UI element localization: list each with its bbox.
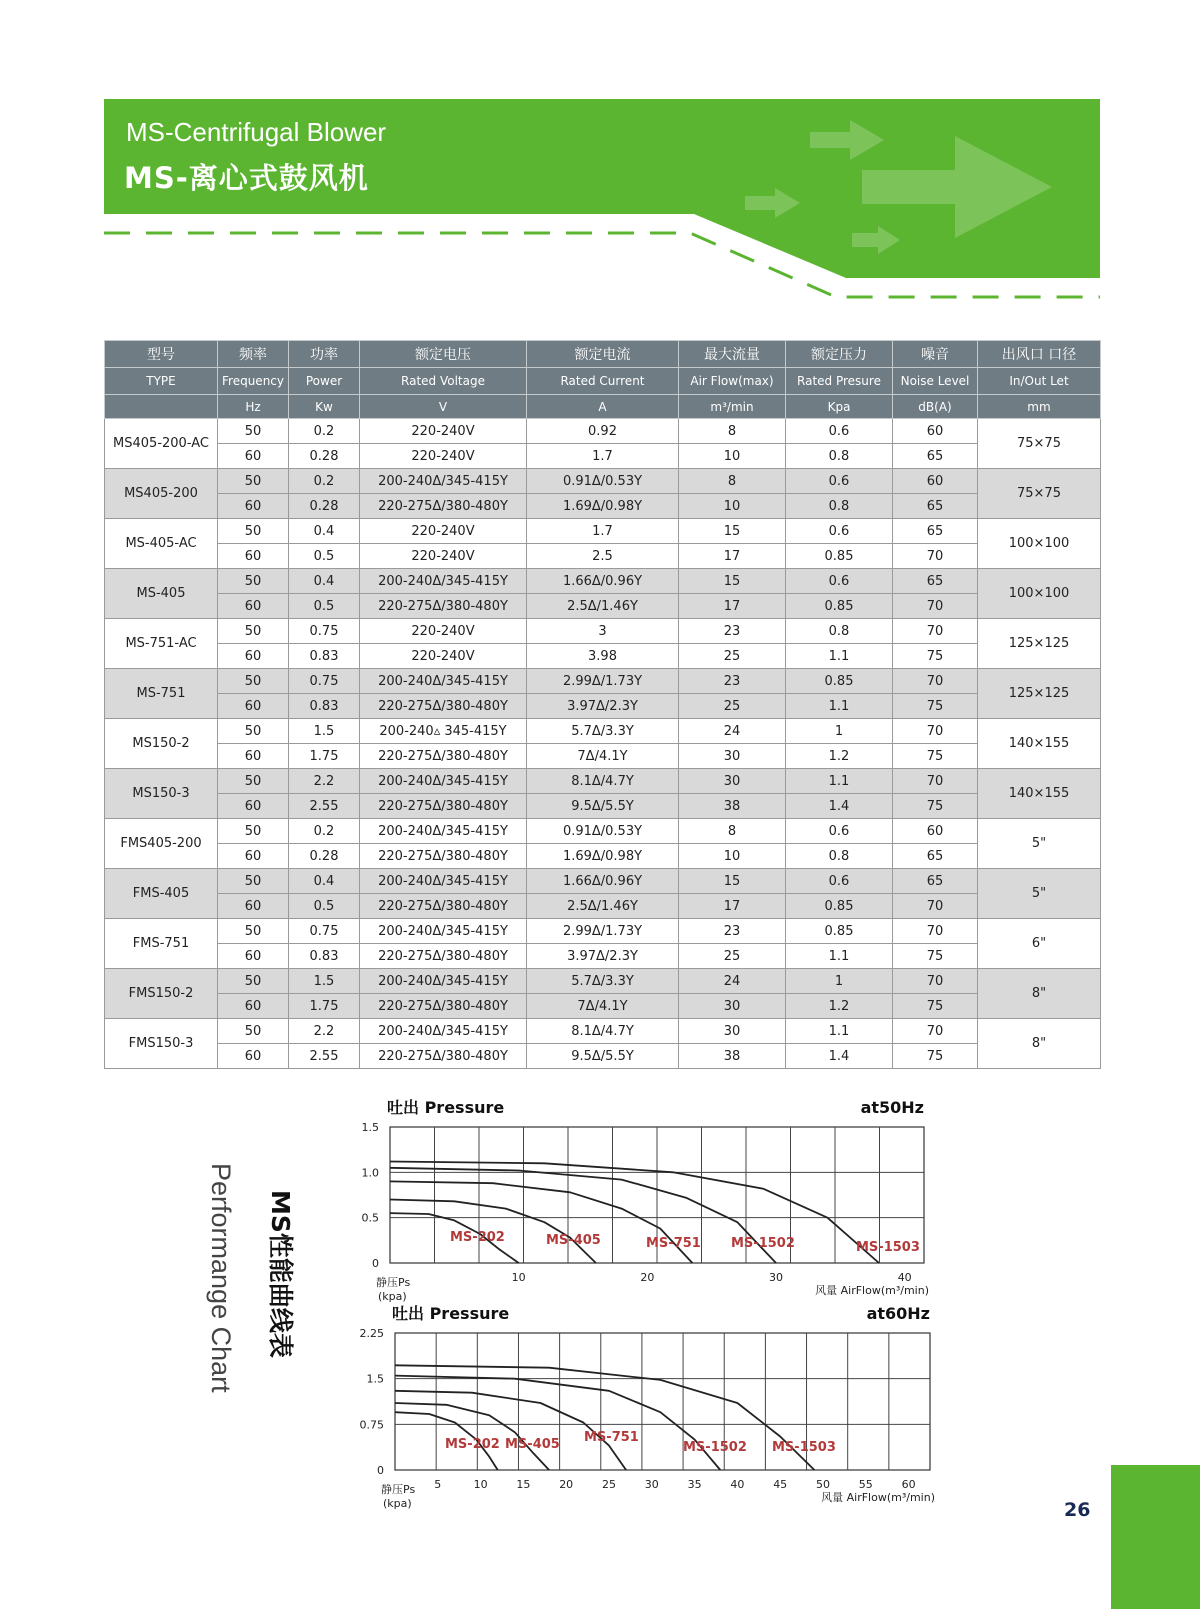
chart-subtitle: at50Hz (860, 1098, 924, 1117)
table-cell: 60 (893, 819, 978, 844)
table-cell: 0.8 (786, 494, 893, 519)
table-cell: 0.6 (786, 519, 893, 544)
model-cell: MS-751-AC (105, 619, 218, 669)
table-cell: 200-240▵ 345-415Y (360, 719, 527, 744)
table-cell: 50 (218, 919, 289, 944)
table-cell: 25 (679, 944, 786, 969)
table-cell: 65 (893, 844, 978, 869)
model-cell: MS-751 (105, 669, 218, 719)
table-cell: 50 (218, 619, 289, 644)
table-cell: 1.4 (786, 1044, 893, 1069)
column-header: Air Flow(max) (679, 368, 786, 395)
table-cell: 65 (893, 519, 978, 544)
y-tick-label: 0 (377, 1464, 384, 1477)
table-cell: 2.2 (289, 1019, 360, 1044)
table-cell: 75 (893, 994, 978, 1019)
series-label: MS-1503 (856, 1240, 920, 1255)
table-cell: 0.6 (786, 819, 893, 844)
table-cell: 2.5Δ/1.46Y (527, 594, 679, 619)
column-header: 型号 (105, 341, 218, 368)
table-cell: 50 (218, 519, 289, 544)
series-label: MS-202 (445, 1437, 500, 1452)
column-header: Noise Level (893, 368, 978, 395)
table-cell: 0.85 (786, 919, 893, 944)
table-cell: 23 (679, 619, 786, 644)
table-cell: 60 (218, 894, 289, 919)
table-cell: 50 (218, 419, 289, 444)
outlet-cell: 140×155 (978, 719, 1101, 769)
table-cell: 25 (679, 644, 786, 669)
x-tick-label: 5 (434, 1478, 442, 1491)
column-header: dB(A) (893, 395, 978, 419)
column-header: Hz (218, 395, 289, 419)
table-cell: 1.75 (289, 744, 360, 769)
table-cell: 200-240Δ/345-415Y (360, 869, 527, 894)
table-cell: 2.99Δ/1.73Y (527, 669, 679, 694)
table-cell: 60 (893, 469, 978, 494)
table-cell: 0.28 (289, 494, 360, 519)
table-cell: 60 (218, 844, 289, 869)
table-cell: 17 (679, 544, 786, 569)
x-tick-label: 40 (730, 1478, 745, 1491)
x-tick-label: 20 (640, 1271, 655, 1284)
x-axis-label: 风量 AirFlow(m³/min) (815, 1284, 929, 1297)
y-axis-label: 静压Ps (381, 1483, 416, 1496)
table-cell: 30 (679, 744, 786, 769)
x-tick-label: 60 (901, 1478, 916, 1491)
table-cell: 0.85 (786, 669, 893, 694)
table-cell: 5.7Δ/3.3Y (527, 719, 679, 744)
table-cell: 75 (893, 744, 978, 769)
table-cell: 60 (218, 794, 289, 819)
table-cell: 0.5 (289, 544, 360, 569)
table-cell: 17 (679, 594, 786, 619)
table-cell: 65 (893, 494, 978, 519)
table-cell: 1.1 (786, 944, 893, 969)
table-cell: 50 (218, 1019, 289, 1044)
outlet-cell: 140×155 (978, 769, 1101, 819)
x-tick-label: 30 (644, 1478, 659, 1491)
table-cell: 220-275Δ/380-480Y (360, 944, 527, 969)
table-cell: 1.5 (289, 969, 360, 994)
table-cell: 0.2 (289, 819, 360, 844)
column-header: Frequency (218, 368, 289, 395)
y-axis-label-unit: (kpa) (378, 1290, 407, 1303)
table-cell: 30 (679, 994, 786, 1019)
table-cell: 65 (893, 569, 978, 594)
table-cell: 25 (679, 694, 786, 719)
model-cell: MS150-3 (105, 769, 218, 819)
table-cell: 0.75 (289, 669, 360, 694)
table-cell: 60 (218, 694, 289, 719)
table-cell: 15 (679, 869, 786, 894)
x-tick-label: 55 (858, 1478, 873, 1491)
table-cell: 0.5 (289, 894, 360, 919)
table-cell: 8 (679, 419, 786, 444)
table-cell: 1.5 (289, 719, 360, 744)
table-cell: 50 (218, 769, 289, 794)
y-tick-label: 0.75 (359, 1418, 384, 1432)
table-cell: 0.5 (289, 594, 360, 619)
table-cell: 24 (679, 969, 786, 994)
table-cell: 0.6 (786, 869, 893, 894)
model-cell: FMS-751 (105, 919, 218, 969)
y-axis-label: 静压Ps (376, 1276, 411, 1289)
chart-title: 吐出 Pressure (387, 1098, 505, 1117)
table-cell: 8.1Δ/4.7Y (527, 769, 679, 794)
table-cell: 220-240V (360, 419, 527, 444)
table-cell: 50 (218, 669, 289, 694)
table-cell: 0.28 (289, 444, 360, 469)
table-cell: 60 (218, 494, 289, 519)
page-number: 26 (1064, 1499, 1091, 1521)
table-cell: 1.1 (786, 769, 893, 794)
series-label: MS-1502 (731, 1236, 795, 1251)
column-header: Kw (289, 395, 360, 419)
table-cell: 0.8 (786, 844, 893, 869)
model-cell: MS-405-AC (105, 519, 218, 569)
table-cell: 220-275Δ/380-480Y (360, 744, 527, 769)
table-cell: 10 (679, 494, 786, 519)
outlet-cell: 75×75 (978, 469, 1101, 519)
series-label: MS-405 (546, 1233, 601, 1248)
table-cell: 0.6 (786, 419, 893, 444)
table-cell: 70 (893, 1019, 978, 1044)
y-axis-label-unit: (kpa) (383, 1497, 412, 1510)
table-cell: 70 (893, 969, 978, 994)
table-cell: 0.6 (786, 469, 893, 494)
x-tick-label: 45 (773, 1478, 788, 1491)
table-cell: 220-275Δ/380-480Y (360, 1044, 527, 1069)
table-cell: 0.85 (786, 594, 893, 619)
table-cell: 50 (218, 869, 289, 894)
x-tick-label: 30 (769, 1271, 784, 1284)
outlet-cell: 5" (978, 869, 1101, 919)
table-cell: 220-275Δ/380-480Y (360, 594, 527, 619)
table-cell: 5.7Δ/3.3Y (527, 969, 679, 994)
model-cell: FMS-405 (105, 869, 218, 919)
title-english: MS-Centrifugal Blower (126, 117, 387, 147)
column-header: 噪音 (893, 341, 978, 368)
table-cell: 0.83 (289, 694, 360, 719)
column-header: 额定电压 (360, 341, 527, 368)
table-cell: 1.66Δ/0.96Y (527, 869, 679, 894)
table-cell: 1.7 (527, 519, 679, 544)
x-tick-label: 35 (687, 1478, 702, 1491)
table-cell: 200-240Δ/345-415Y (360, 969, 527, 994)
table-cell: 3 (527, 619, 679, 644)
table-cell: 60 (218, 1044, 289, 1069)
table-cell: 7Δ/4.1Y (527, 994, 679, 1019)
x-tick-label: 40 (897, 1271, 912, 1284)
x-axis-label: 风量 AirFlow(m³/min) (821, 1491, 935, 1504)
column-header: m³/min (679, 395, 786, 419)
table-cell: 0.85 (786, 894, 893, 919)
column-header: Rated Voltage (360, 368, 527, 395)
series-label: MS-202 (450, 1230, 505, 1245)
series-label: MS-1503 (772, 1440, 836, 1455)
table-cell: 70 (893, 719, 978, 744)
table-cell: 0.91Δ/0.53Y (527, 469, 679, 494)
column-header: 频率 (218, 341, 289, 368)
table-cell: 220-240V (360, 619, 527, 644)
table-cell: 38 (679, 794, 786, 819)
series-line (390, 1162, 879, 1264)
table-cell: 220-275Δ/380-480Y (360, 894, 527, 919)
table-cell: 200-240Δ/345-415Y (360, 469, 527, 494)
table-cell: 3.97Δ/2.3Y (527, 944, 679, 969)
series-line (395, 1376, 720, 1470)
chart-subtitle: at60Hz (866, 1304, 930, 1323)
table-cell: 2.2 (289, 769, 360, 794)
outlet-cell: 8" (978, 1019, 1101, 1069)
column-header: 出风口 口径 (978, 341, 1101, 368)
table-cell: 220-275Δ/380-480Y (360, 794, 527, 819)
table-cell: 0.8 (786, 619, 893, 644)
table-cell: 0.75 (289, 619, 360, 644)
column-header: mm (978, 395, 1101, 419)
table-cell: 0.4 (289, 869, 360, 894)
table-cell: 0.91Δ/0.53Y (527, 819, 679, 844)
y-tick-label: 1.5 (366, 1372, 384, 1386)
table-cell: 200-240Δ/345-415Y (360, 569, 527, 594)
table-cell: 0.2 (289, 469, 360, 494)
table-cell: 0.83 (289, 644, 360, 669)
model-cell: MS150-2 (105, 719, 218, 769)
model-cell: MS405-200-AC (105, 419, 218, 469)
table-cell: 15 (679, 519, 786, 544)
table-cell: 50 (218, 719, 289, 744)
table-cell: 7Δ/4.1Y (527, 744, 679, 769)
x-tick-label: 20 (559, 1478, 574, 1491)
table-cell: 75 (893, 1044, 978, 1069)
table-cell: 2.55 (289, 794, 360, 819)
table-cell: 200-240Δ/345-415Y (360, 819, 527, 844)
table-cell: 3.97Δ/2.3Y (527, 694, 679, 719)
table-cell: 0.75 (289, 919, 360, 944)
model-cell: MS405-200 (105, 469, 218, 519)
table-cell: 220-240V (360, 644, 527, 669)
table-cell: 75 (893, 694, 978, 719)
column-header: In/Out Let (978, 368, 1101, 395)
series-label: MS-751 (584, 1430, 639, 1445)
column-header: 最大流量 (679, 341, 786, 368)
outlet-cell: 100×100 (978, 569, 1101, 619)
table-cell: 30 (679, 1019, 786, 1044)
table-cell: 65 (893, 869, 978, 894)
model-cell: FMS150-3 (105, 1019, 218, 1069)
table-cell: 10 (679, 844, 786, 869)
table-cell: 65 (893, 444, 978, 469)
table-cell: 200-240Δ/345-415Y (360, 1019, 527, 1044)
table-cell: 75 (893, 944, 978, 969)
table-cell: 23 (679, 669, 786, 694)
table-cell: 1.4 (786, 794, 893, 819)
table-cell: 1.2 (786, 994, 893, 1019)
y-tick-label: 1.0 (361, 1166, 379, 1180)
table-cell: 220-240V (360, 519, 527, 544)
column-header: Rated Presure (786, 368, 893, 395)
table-cell: 17 (679, 894, 786, 919)
table-cell: 60 (218, 994, 289, 1019)
table-cell: 60 (218, 644, 289, 669)
perf-title-chinese: MS性能曲线表 (266, 1190, 295, 1358)
table-cell: 0.85 (786, 544, 893, 569)
model-cell: MS-405 (105, 569, 218, 619)
table-cell: 0.28 (289, 844, 360, 869)
table-cell: 9.5Δ/5.5Y (527, 1044, 679, 1069)
table-cell: 1.69Δ/0.98Y (527, 494, 679, 519)
table-cell: 0.6 (786, 569, 893, 594)
outlet-cell: 5" (978, 819, 1101, 869)
table-cell: 60 (218, 744, 289, 769)
model-cell: FMS150-2 (105, 969, 218, 1019)
table-cell: 15 (679, 569, 786, 594)
y-tick-label: 2.25 (359, 1327, 384, 1340)
outlet-cell: 125×125 (978, 619, 1101, 669)
column-header: 功率 (289, 341, 360, 368)
title-chinese: MS-离心式鼓风机 (124, 161, 369, 195)
table-cell: 50 (218, 569, 289, 594)
table-cell: 60 (893, 419, 978, 444)
column-header: 额定电流 (527, 341, 679, 368)
table-cell: 3.98 (527, 644, 679, 669)
table-cell: 1.2 (786, 744, 893, 769)
outlet-cell: 75×75 (978, 419, 1101, 469)
table-cell: 2.99Δ/1.73Y (527, 919, 679, 944)
table-cell: 1.69Δ/0.98Y (527, 844, 679, 869)
table-cell: 1.1 (786, 1019, 893, 1044)
table-cell: 0.83 (289, 944, 360, 969)
table-cell: 70 (893, 619, 978, 644)
table-cell: 1 (786, 719, 893, 744)
x-tick-label: 50 (816, 1478, 830, 1491)
x-tick-label: 15 (516, 1478, 531, 1491)
table-cell: 70 (893, 594, 978, 619)
column-header: Rated Current (527, 368, 679, 395)
column-header: V (360, 395, 527, 419)
table-cell: 38 (679, 1044, 786, 1069)
table-cell: 220-240V (360, 544, 527, 569)
table-cell: 1.1 (786, 644, 893, 669)
x-tick-label: 25 (602, 1478, 616, 1491)
table-cell: 0.8 (786, 444, 893, 469)
chart-title: 吐出 Pressure (392, 1304, 510, 1323)
table-cell: 23 (679, 919, 786, 944)
y-tick-label: 1.5 (361, 1121, 379, 1134)
series-line (395, 1365, 814, 1470)
table-cell: 220-275Δ/380-480Y (360, 694, 527, 719)
table-cell: 30 (679, 769, 786, 794)
table-cell: 70 (893, 919, 978, 944)
table-cell: 1.1 (786, 694, 893, 719)
table-cell: 0.4 (289, 569, 360, 594)
outlet-cell: 100×100 (978, 519, 1101, 569)
table-cell: 50 (218, 819, 289, 844)
table-cell: 200-240Δ/345-415Y (360, 669, 527, 694)
x-tick-label: 10 (511, 1271, 526, 1284)
series-label: MS-751 (646, 1236, 701, 1251)
table-cell: 75 (893, 644, 978, 669)
table-cell: 60 (218, 544, 289, 569)
table-cell: 70 (893, 669, 978, 694)
table-cell: 200-240Δ/345-415Y (360, 769, 527, 794)
series-label: MS-1502 (683, 1440, 747, 1455)
table-cell: 1.75 (289, 994, 360, 1019)
x-tick-label: 10 (473, 1478, 488, 1491)
table-cell: 2.5Δ/1.46Y (527, 894, 679, 919)
column-header: TYPE (105, 368, 218, 395)
page-corner-block (1111, 1465, 1200, 1609)
table-cell: 2.5 (527, 544, 679, 569)
table-cell: 200-240Δ/345-415Y (360, 919, 527, 944)
column-header: A (527, 395, 679, 419)
table-cell: 220-275Δ/380-480Y (360, 494, 527, 519)
table-cell: 1 (786, 969, 893, 994)
y-tick-label: 0.5 (361, 1211, 379, 1225)
table-cell: 8 (679, 819, 786, 844)
table-cell: 8.1Δ/4.7Y (527, 1019, 679, 1044)
column-header: Kpa (786, 395, 893, 419)
table-cell: 60 (218, 594, 289, 619)
column-header: 额定压力 (786, 341, 893, 368)
table-cell: 2.55 (289, 1044, 360, 1069)
table-cell: 70 (893, 544, 978, 569)
perf-title-english: Performange Chart (206, 1163, 236, 1393)
table-cell: 0.92 (527, 419, 679, 444)
model-cell: FMS405-200 (105, 819, 218, 869)
table-cell: 0.4 (289, 519, 360, 544)
table-cell: 9.5Δ/5.5Y (527, 794, 679, 819)
table-cell: 75 (893, 794, 978, 819)
table-cell: 50 (218, 469, 289, 494)
table-cell: 1.7 (527, 444, 679, 469)
table-cell: 70 (893, 894, 978, 919)
y-tick-label: 0 (372, 1257, 379, 1270)
table-cell: 24 (679, 719, 786, 744)
outlet-cell: 125×125 (978, 669, 1101, 719)
table-cell: 1.66Δ/0.96Y (527, 569, 679, 594)
outlet-cell: 8" (978, 969, 1101, 1019)
table-cell: 220-275Δ/380-480Y (360, 994, 527, 1019)
table-cell: 10 (679, 444, 786, 469)
outlet-cell: 6" (978, 919, 1101, 969)
table-cell: 220-240V (360, 444, 527, 469)
table-cell: 0.2 (289, 419, 360, 444)
table-cell: 8 (679, 469, 786, 494)
table-cell: 70 (893, 769, 978, 794)
column-header: Power (289, 368, 360, 395)
table-cell: 60 (218, 444, 289, 469)
table-cell: 220-275Δ/380-480Y (360, 844, 527, 869)
table-cell: 60 (218, 944, 289, 969)
series-label: MS-405 (505, 1437, 560, 1452)
table-cell: 50 (218, 969, 289, 994)
